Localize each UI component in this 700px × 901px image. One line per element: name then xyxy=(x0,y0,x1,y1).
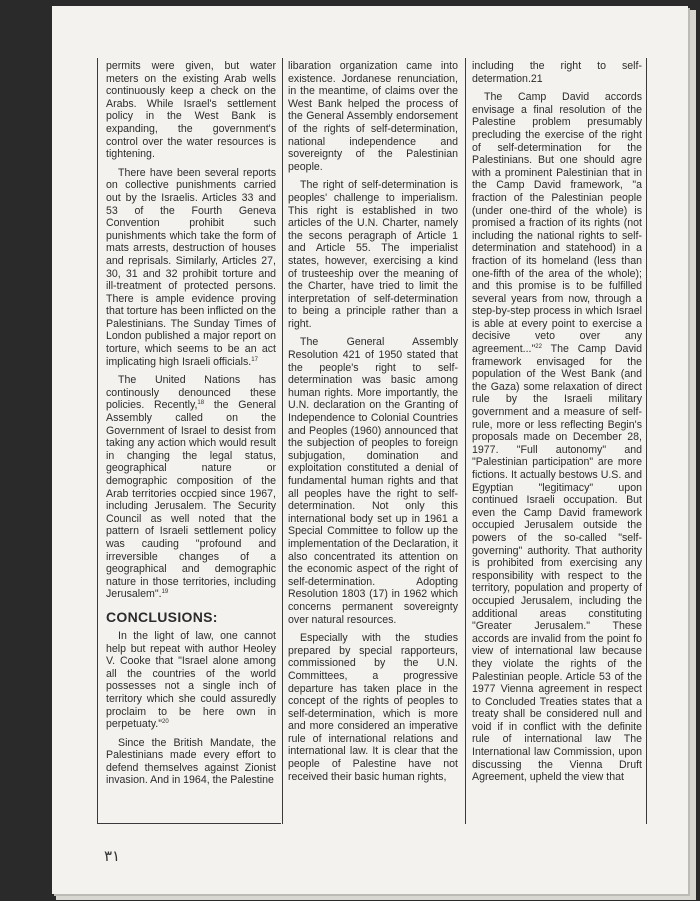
paragraph-text: the General Assembly called on the Government of Israel to desist from taking any action which would result in changing the legal status, geographical nature or demographic composition of the Arab territories occpied since 1967, including Jerusalem. The Security Council as well noted that the pattern of Israeli settlement policy was cauding "profound and irreversible changes of a geographical and demographic nature in those territories, including Jerusalem". xyxy=(106,399,276,601)
paragraph xyxy=(106,60,276,161)
paragraph xyxy=(472,60,642,85)
paragraph-text: The Camp David accords envisage a final resolution of the Palestine problem presumably precluding the exercise of the right of self-determination for the Palestinians. But one should agre with a prominent Palestinian that in the Camp David framework, "a fraction of the Palestinian people (under one-third of the whole) is promised a fraction of its rights (not including the national rights to self-determination and statehood) in a fraction of its homeland (less than one-fifth of the area of the whole); and this promise is to be fulfilled several years from now, through a step-by-step process in which Israel is able at every point to exercise a decisive veto over any agreement..." xyxy=(472,91,642,356)
paragraph-text: The Camp David framework envisaged for the population of the West Bank (and the Gaza) some relaxation of direct rule by the Israeli military government and a measure of self-rule, more or less reflecting Begin's proposals made on December 28, 1977. "Full autonomy" and "Palestinian participation" are more fictions. It actually bestows U.S. and Egyptian "legitimacy" upon continued Israeli occupation. But even the Camp David framework occupied Jerusalem outside the powers of the so-called "self-governing" authority. That authority is prohibited from exercising any responsibility with respect to the territory, population and property of occupied Jerusalem, including the additional areas constituting "Greater Jerusalem." These accords are invalid from the point fo view of international law because they violate the rights of the Palestinian people. Article 53 of the 1977 Vienna agreement in respect to Concluded Treaties states that a treaty shall be considered null and void if in conflict with the definite rule of international law The International law Commission, upon discussing the Vienna Druft Agreement, upheld the view that xyxy=(472,343,642,784)
paragraph xyxy=(106,737,276,787)
paragraph xyxy=(472,91,642,784)
paragraph-text: The General Assembly Resolution 421 of 1950 stated that the people's right to self-determination was basic among human rights. More importantly, the U.N. declaration on the Granting of Independence to Colonial Countries and Peoples (1960) announced that the subjection of peoples to foreign subjugation, domination and exploitation constituted a denial of fundamental human rights and that all peoples have the right to self- determination. Not only this international body set up in 1961 a Special Committee to follow up the implementation of the Declaration, it also concentrated its attention on the economic aspect of the right of self-determination. Adopting Resolution 1803 (17) in 1962 which concerns permanent sovereignty over natural resources. xyxy=(288,336,458,626)
paragraph-text: There have been several reports on collective punishments carried out by the Israelis. Articles 33 and 53 of the Fourth Geneva Convention prohibit such punishments which take the form of mats arrests, destruction of houses and reprisals. Similarly, Articles 27, 30, 31 and 32 prohibit torture and ill-treatment of protected persons. There is ample evidence proving that torture has been inflicted on the Palestinians. The Sunday Times of London published a major report on torture, which seems to be an act implicating high Israeli officials. xyxy=(106,166,276,368)
paragraph xyxy=(288,632,458,783)
footnote-ref: 17 xyxy=(251,356,258,363)
column-rule-left xyxy=(97,58,98,824)
paragraph xyxy=(288,336,458,626)
footnote-ref: 20 xyxy=(161,719,169,726)
page-number: ٣١ xyxy=(104,847,121,865)
paragraph-text: Especially with the studies prepared by special rapporteurs, commissioned by the U.N. Committees, a progressive departure has taken place in the concept of the rights of peoples to self-determination, which is more and more considered an imperative rule of international relations and international law. It is clear that the people of Palestine have not received their basic human rights, xyxy=(288,632,458,783)
paragraph-text: including the right to self-determation.21 xyxy=(472,60,642,85)
footnote-ref: 19 xyxy=(161,589,169,596)
paragraph-text: Since the British Mandate, the Palestinians made every effort to defend themselves against Zionist invasion. And in 1964, the Palestine xyxy=(106,736,276,787)
text-column-3 xyxy=(472,60,642,824)
text-column-2 xyxy=(288,60,458,824)
paragraph xyxy=(288,179,458,330)
section-heading: CONCLUSIONS: xyxy=(106,608,218,625)
paragraph xyxy=(106,167,276,369)
column-rule-right xyxy=(646,58,647,824)
text-column-1 xyxy=(106,60,276,824)
paragraph-text: The United Nations has continously denounced these policies. Recently, xyxy=(106,374,276,412)
paragraph xyxy=(288,60,458,173)
paragraph-text: The right of self-determination is peoples' challenge to imperialism. This right is established in two articles of the U.N. Charter, namely the secons peragraph of Article 1 and Article 55. The imperialist states, however, exercising a kind of trusteeship over the meaning of the Charter, have tried to limit the interpretation of self-determination to being a principle rather than a right. xyxy=(288,179,458,330)
paragraph xyxy=(106,630,276,731)
footnote-ref: 22 xyxy=(535,344,542,351)
paragraph xyxy=(106,374,276,601)
paragraph-text: permits were given, but water meters on the existing Arab wells continuously keep a check on the Arabs. While Israel's settlement policy in the West Bank is expanding, the government's control over the water resources is tightening. xyxy=(106,60,276,161)
column-rule-middle-left xyxy=(282,58,283,824)
paragraph-text: In the light of law, one cannot help but repeat with author Heoley V. Cooke that "Israel alone among all the countries of the world possesses not a single inch of territory which she could assuredly proclaim to be here own in perpetuaty." xyxy=(106,629,276,731)
column-rule-middle-right xyxy=(465,58,466,824)
paragraph-text: libaration organization came into existence. Jordanese renunciation, in the meantime, of claims over the West Bank helped the process of the General Assembly endorsement of the rights of self-determination, national independence and sovereignty of the Palestinian people. xyxy=(288,60,458,173)
footnote-ref: 18 xyxy=(197,400,205,407)
